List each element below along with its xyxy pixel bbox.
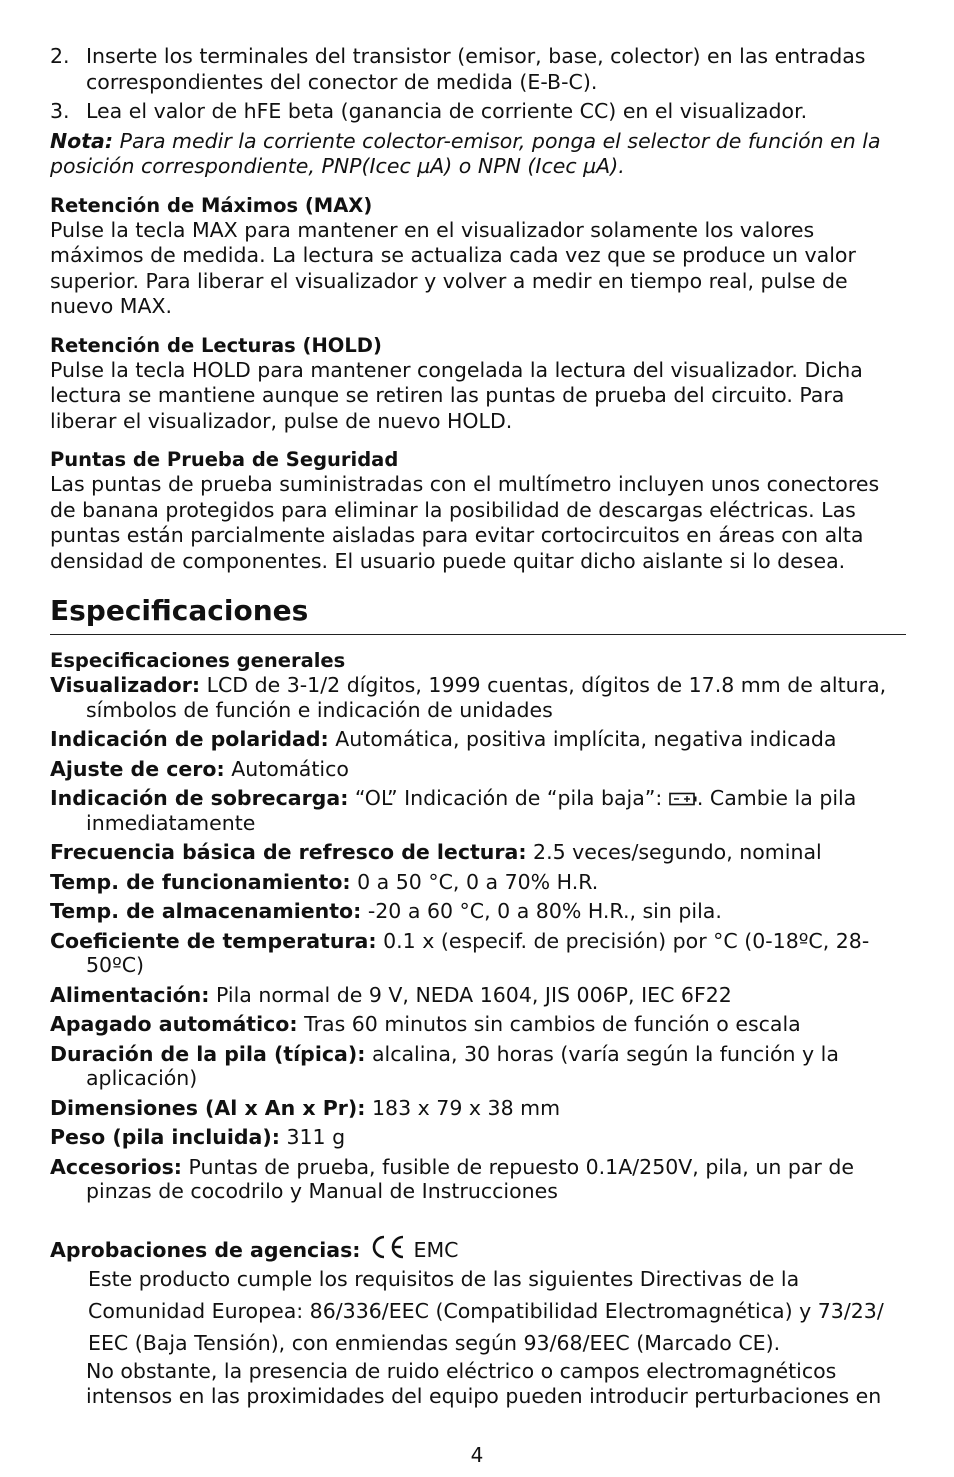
spec-value: Automática, positiva implícita, negativa indicada: [328, 727, 837, 751]
spec-item: [50, 1155, 906, 1204]
section-body: Pulse la tecla HOLD para mantener congelada la lectura del visualizador. Dicha lectura se mantiene aunque se retiren las puntas de prueba del circuito. Para liberar el visualizador, pulse de nuevo HOLD.: [50, 357, 863, 433]
directive-line: Este producto cumple los requisitos de las siguientes Directivas de la: [88, 1266, 800, 1291]
spec-item: [50, 1125, 906, 1150]
section-safety-probes: [50, 448, 906, 574]
spec-value: 0.1 x (especif. de precisión) por °C (0-18ºC, 28-50ºC): [86, 928, 870, 977]
step-list: [50, 44, 906, 125]
note-label: Nota:: [50, 128, 114, 153]
agency-label: Aprobaciones de agencias:: [50, 1237, 361, 1262]
spec-item: [50, 1042, 906, 1091]
spec-value: -20 a 60 °C, 0 a 80% H.R., sin pila.: [361, 899, 722, 923]
spec-label: Frecuencia básica de refresco de lectura:: [50, 840, 527, 864]
spec-item: [50, 673, 906, 722]
section-body: Pulse la tecla MAX para mantener en el visualizador solamente los valores máximos de medida. La lectura se actualiza cada vez que se produce un valor superior. Para liberar el visualizador y volver a medir en tiempo real, pulse de nuevo MAX.: [50, 217, 856, 318]
spec-item-overload: [50, 786, 906, 835]
spec-label: Indicación de polaridad:: [50, 727, 329, 751]
step-text: Inserte los terminales del transistor (emisor, base, colector) en las entradas correspondientes del conector de medida (E-B-C).: [86, 44, 866, 94]
agency-note: No obstante, la presencia de ruido eléctrico o campos electromagnéticos intensos en las proximidades del equipo pueden introducir perturbaciones en: [86, 1358, 882, 1408]
spec-label: Temp. de funcionamiento:: [50, 869, 351, 894]
spec-value: 0 a 50 °C, 0 a 70% H.R.: [350, 869, 599, 894]
spec-item: [50, 899, 906, 924]
directive-line: EEC (Baja Tensión), con enmiendas según 93/68/EEC (Marcado CE).: [88, 1330, 781, 1355]
specifications-heading: Especificaciones: [50, 594, 906, 635]
general-specs-heading: Especificaciones generales: [50, 649, 346, 672]
spec-label: Ajuste de cero:: [50, 756, 225, 781]
note-paragraph: [50, 129, 906, 180]
spec-value: 2.5 veces/segundo, nominal: [526, 840, 822, 864]
spec-item: [50, 870, 906, 895]
agency-line: [50, 1234, 906, 1263]
step-number: 2.: [50, 44, 70, 68]
spec-value: Pila normal de 9 V, NEDA 1604, JIS 006P, IEC 6F22: [209, 982, 732, 1007]
spec-label: Dimensiones (Al x An x Pr):: [50, 1095, 366, 1120]
step-number: 3.: [50, 99, 70, 123]
spec-value: . Cambie la pila inmediatamente: [86, 786, 857, 835]
spec-item: [50, 1012, 906, 1037]
list-item: [50, 99, 906, 125]
spec-label: Coeficiente de temperatura:: [50, 928, 377, 953]
spec-value: 183 x 79 x 38 mm: [365, 1095, 561, 1120]
note-text: Para medir la corriente colector-emisor, ponga el selector de función en la posición correspondiente, PNP(Icec µA) o NPN (Icec µA).: [50, 128, 881, 178]
manual-page: [50, 44, 906, 1410]
spec-label: Visualizador:: [50, 673, 201, 697]
directive-line: Comunidad Europea: 86/336/EEC (Compatibilidad Electromagnética) y 73/23/: [88, 1298, 884, 1323]
spec-value: LCD de 3-1/2 dígitos, 1999 cuentas, dígitos de 17.8 mm de altura, símbolos de función e indicación de unidades: [86, 673, 887, 722]
spec-item: [50, 840, 906, 865]
spec-label: Temp. de almacenamiento:: [50, 899, 362, 923]
spec-value: Puntas de prueba, fusible de repuesto 0.1A/250V, pila, un par de pinzas de cocodrilo y Manual de Instrucciones: [86, 1154, 854, 1203]
spec-label: Peso (pila incluida):: [50, 1125, 280, 1149]
page-number: 4: [470, 1443, 484, 1467]
step-text: Lea el valor de hFE beta (ganancia de corriente CC) en el visualizador.: [86, 99, 808, 123]
emc-label: EMC: [407, 1237, 459, 1262]
spec-label: Apagado automático:: [50, 1012, 298, 1036]
section-reading-hold: [50, 334, 906, 435]
spec-item: [50, 1096, 906, 1121]
spec-label: Duración de la pila (típica):: [50, 1041, 366, 1066]
section-heading: Puntas de Prueba de Seguridad: [50, 448, 399, 471]
section-heading: Retención de Máximos (MAX): [50, 193, 373, 217]
spec-item: [50, 983, 906, 1008]
spec-value: Tras 60 minutos sin cambios de función o escala: [297, 1012, 801, 1036]
spec-label: Indicación de sobrecarga:: [50, 786, 349, 810]
section-body: Las puntas de prueba suministradas con el multímetro incluyen unos conectores de banana protegidos para eliminar la posibilidad de descargas eléctricas. Las puntas están parcialmente aisladas para evitar cortocircuitos en áreas con alta densidad de componentes. El usuario puede quitar dicho aislante si lo desea.: [50, 472, 880, 573]
spec-item: [50, 929, 906, 978]
spec-value: alcalina, 30 horas (varía según la función y la aplicación): [86, 1041, 839, 1090]
section-max-hold: [50, 194, 906, 320]
spec-label: Accesorios:: [50, 1154, 182, 1179]
spec-value: 311 g: [279, 1125, 346, 1149]
spec-value: “OL” Indicación de “pila baja”:: [348, 786, 669, 810]
spec-item: [50, 757, 906, 782]
spec-label: Alimentación:: [50, 982, 210, 1007]
agency-approvals: [50, 1234, 906, 1410]
section-heading: Retención de Lecturas (HOLD): [50, 333, 382, 357]
spec-value: Automático: [224, 756, 349, 781]
spec-item: [50, 727, 906, 752]
battery-icon: [669, 792, 697, 806]
spec-list: [50, 673, 906, 1204]
list-item: [50, 44, 906, 95]
ce-mark-icon: [367, 1234, 407, 1260]
